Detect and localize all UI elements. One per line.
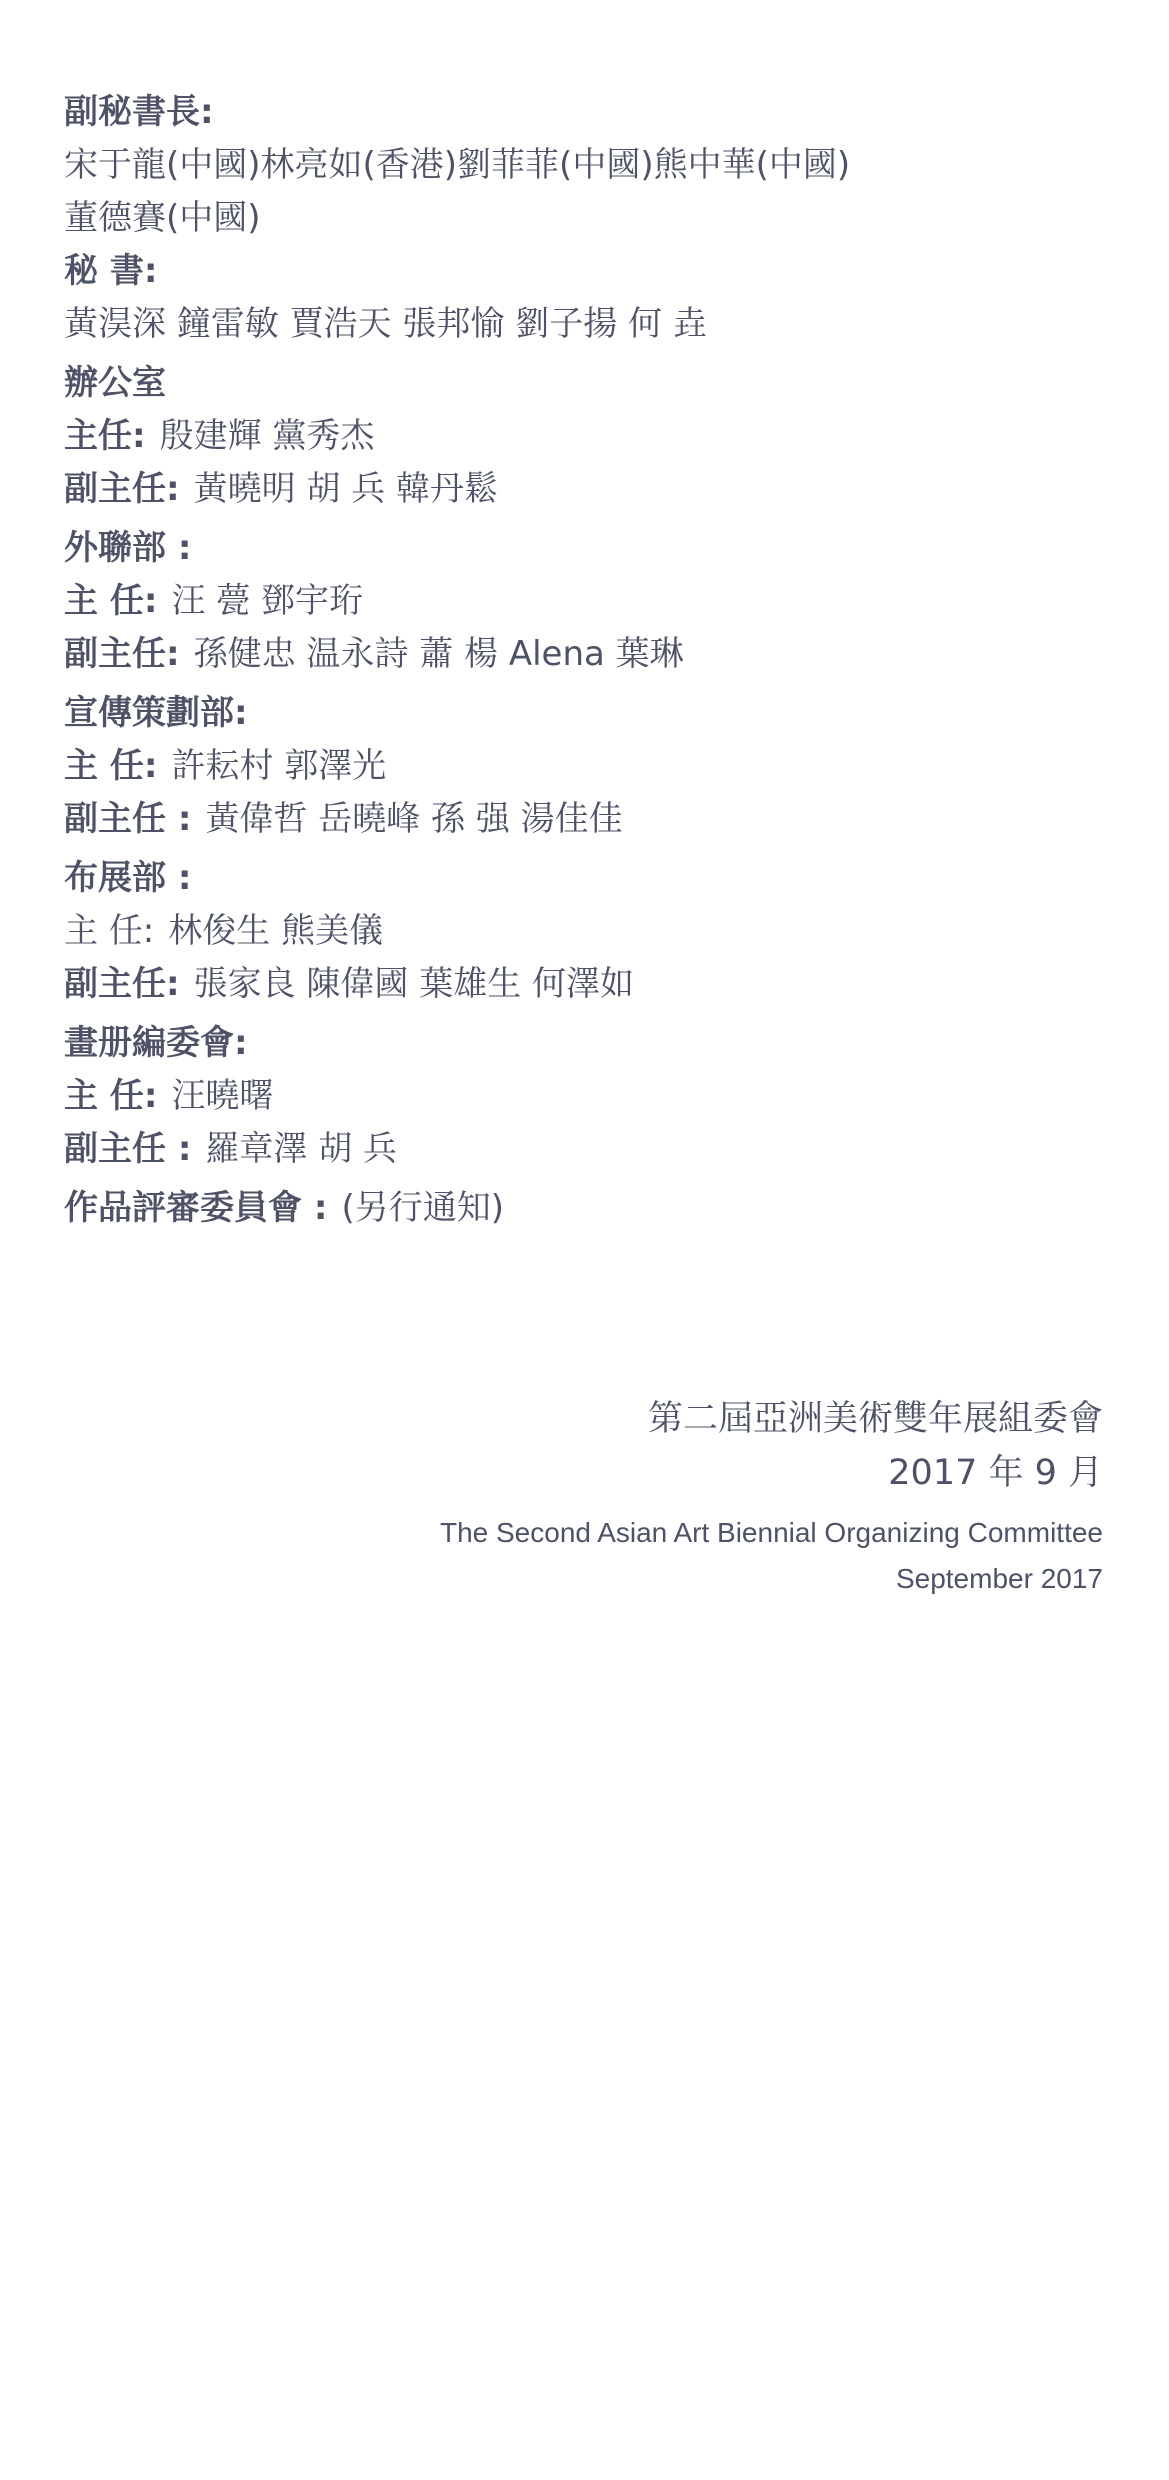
exhibition-director-label: 主 任: xyxy=(64,911,155,951)
foreign-affairs-director-names: 汪 甍 鄧宇珩 xyxy=(171,581,364,621)
publicity-director-names: 許耘村 郭澤光 xyxy=(171,746,387,786)
deputy-secretary-general-names-line2: 董德賽(中國) xyxy=(64,198,261,238)
committee-list xyxy=(64,86,1104,1235)
deputy-secretary-general-names-line1: 宋于龍(中國)林亮如(香港)劉菲菲(中國)熊中華(中國) xyxy=(64,145,851,185)
publicity-director-row xyxy=(64,740,1104,793)
jury-row xyxy=(64,1182,1104,1235)
jury-heading: 作品評審委員會 : xyxy=(64,1188,328,1228)
office-director-row xyxy=(64,410,1104,463)
office-deputy-label: 副主任: xyxy=(64,469,180,509)
catalogue-director-row xyxy=(64,1070,1104,1123)
footer-cn-organizer: 第二屆亞洲美術雙年展組委會 xyxy=(647,1399,1103,1439)
foreign-affairs-deputy-label: 副主任: xyxy=(64,634,180,674)
office-heading: 辦公室 xyxy=(64,363,166,403)
jury-note: (另行通知) xyxy=(341,1188,504,1228)
office-director-label: 主任: xyxy=(64,416,146,456)
catalogue-director-names: 汪曉曙 xyxy=(171,1076,274,1116)
office-director-names: 殷建輝 黨秀杰 xyxy=(159,416,375,456)
footer-signature xyxy=(203,1392,1103,1602)
foreign-affairs-director-row xyxy=(64,575,1104,628)
exhibition-director-names: 林俊生 熊美儀 xyxy=(168,911,384,951)
foreign-affairs-deputy-row xyxy=(64,628,1104,681)
publicity-heading: 宣傳策劃部: xyxy=(64,693,248,733)
footer-en-date: September 2017 xyxy=(895,1563,1103,1594)
exhibition-deputy-row xyxy=(64,958,1104,1011)
exhibition-heading: 布展部 : xyxy=(64,858,192,898)
catalogue-deputy-label: 副主任 : xyxy=(64,1129,192,1169)
publicity-deputy-label: 副主任 : xyxy=(64,799,192,839)
secretary-heading: 秘 書: xyxy=(64,251,158,291)
foreign-affairs-director-label: 主 任: xyxy=(64,581,158,621)
office-deputy-row xyxy=(64,463,1104,516)
footer-en-organizer: The Second Asian Art Biennial Organizing Committee xyxy=(439,1517,1103,1548)
foreign-affairs-deputy-names: 孫健忠 温永詩 蕭 楊 Alena 葉琳 xyxy=(193,634,684,674)
publicity-director-label: 主 任: xyxy=(64,746,158,786)
publicity-deputy-names: 黃偉哲 岳曉峰 孫 强 湯佳佳 xyxy=(205,799,623,839)
catalogue-deputy-row xyxy=(64,1123,1104,1176)
secretary-names: 黃淏深 鐘雷敏 賈浩天 張邦愉 劉子揚 何 垚 xyxy=(64,304,707,344)
catalogue-heading: 畫册編委會: xyxy=(64,1023,248,1063)
exhibition-deputy-names: 張家良 陳偉國 葉雄生 何澤如 xyxy=(193,964,635,1004)
catalogue-director-label: 主 任: xyxy=(64,1076,158,1116)
catalogue-deputy-names: 羅章澤 胡 兵 xyxy=(205,1129,398,1169)
publicity-deputy-row xyxy=(64,793,1104,846)
deputy-secretary-general-heading: 副秘書長: xyxy=(64,92,214,132)
exhibition-director-row xyxy=(64,905,1104,958)
foreign-affairs-heading: 外聯部 : xyxy=(64,528,192,568)
office-deputy-names: 黃曉明 胡 兵 韓丹鬆 xyxy=(193,469,499,509)
exhibition-deputy-label: 副主任: xyxy=(64,964,180,1004)
footer-cn-date: 2017 年 9 月 xyxy=(888,1453,1103,1493)
